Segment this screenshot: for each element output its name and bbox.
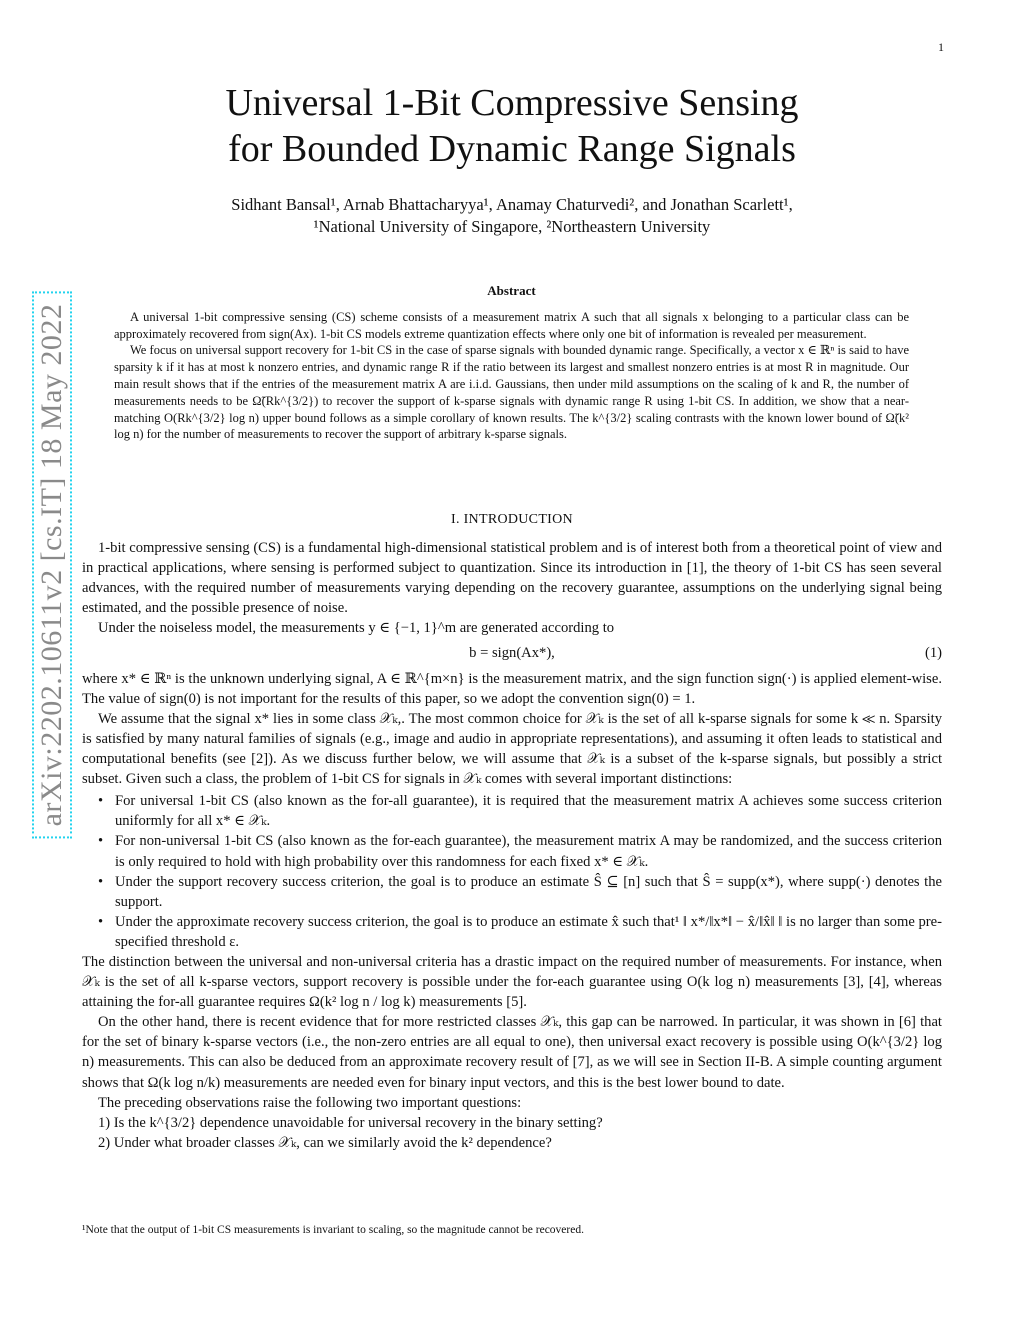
list-item-text: Under the support recovery success criterion, the goal is to produce an estimate Ŝ ⊆ [n] such that Ŝ = supp(x*), where supp(·) denotes the support. (115, 873, 942, 910)
body-paragraph-3: where x* ∈ ℝⁿ is the unknown underlying signal, A ∈ ℝ^{m×n} is the measurement matrix, and the sign function sign(·) is applied element-wise. The value of sign(0) is not important for the results of this paper, so we adopt the convention sign(0) = 1. (82, 670, 942, 707)
question-item: 2) Under what broader classes 𝒳ₖ, can we similarly avoid the k² dependence? (98, 1134, 552, 1151)
body-paragraph-7: The preceding observations raise the following two important questions: (98, 1094, 522, 1111)
author-block (0, 194, 1024, 238)
footnote: ¹Note that the output of 1-bit CS measurements is invariant to scaling, so the magnitude cannot be recovered. (82, 1224, 584, 1236)
questions-list (82, 1113, 942, 1153)
list-item (82, 831, 942, 871)
paper-title (0, 80, 1024, 172)
equation-body: b = sign(Ax*), (469, 644, 555, 661)
arxiv-identifier: arXiv:2202.10611v2 [cs.IT] 18 May 2022 (32, 292, 72, 839)
page-number: 1 (938, 40, 944, 54)
list-item-text: For universal 1-bit CS (also known as the for-all guarantee), it is required that the measurement matrix A achieves some success criterion uniformly for all x* ∈ 𝒳ₖ. (115, 793, 942, 830)
body-paragraph-2: Under the noiseless model, the measurements y ∈ {−1, 1}^m are generated according to (98, 620, 615, 637)
abstract-paragraph-2: We focus on universal support recovery for 1-bit CS in the case of sparse signals with bounded dynamic range. Specifically, a vector x ∈ ℝⁿ is said to have sparsity k if it has at most k nonzero entries, and dynamic range R if the ratio between its largest and smallest nonzero entries is at most R in magnitude. Our main result shows that if the entries of the measurement matrix A are i.i.d. Gaussians, then under mild assumptions on the scaling of k and R, the number of measurements needs to be Ω̃(Rk^{3/2}) to recover the support of k-sparse signals with dynamic range R using 1-bit CS. In addition, we show that a near-matching O(Rk^{3/2} log n) upper bound follows as a simple corollary of known results. The k^{3/2} scaling contrasts with the known lower bound of Ω̃(k² log n) for the number of measurements to recover the support of arbitrary k-sparse signals. (114, 343, 909, 442)
bullet-icon: • (98, 833, 104, 850)
distinctions-list (82, 791, 942, 952)
body-paragraph-5: The distinction between the universal and non-universal criteria has a drastic impact on the required number of measurements. For instance, when 𝒳ₖ is the set of all k-sparse vectors, support recovery is possible under the for-each guarantee using O(k log n) measurements [3], [4], whereas attaining the for-all guarantee requires Ω(k² log n / log k) measurements [5]. (82, 953, 942, 1011)
title-line-1: Universal 1-Bit Compressive Sensing (225, 82, 799, 124)
equation-number: (1) (924, 644, 942, 661)
title-line-2: for Bounded Dynamic Range Signals (228, 128, 796, 170)
list-item-text: For non-universal 1-bit CS (also known as the for-each guarantee), the measurement matrix A may be randomized, and the success criterion is only required to hold with high probability over this randomness for each fixed x* ∈ 𝒳ₖ. (115, 833, 942, 870)
question-item: 1) Is the k^{3/2} dependence unavoidable for universal recovery in the binary setting? (98, 1114, 603, 1131)
author-list: Sidhant Bansal¹, Arnab Bhattacharyya¹, Anamay Chaturvedi², and Jonathan Scarlett¹, (231, 195, 793, 214)
bullet-icon: • (98, 793, 104, 810)
list-item-text: Under the approximate recovery success criterion, the goal is to produce an estimate x̂ such that¹ ‖ x*/‖x*‖ − x̂/‖x̂‖ ‖ is no larger than some pre-specified threshold ε. (115, 913, 942, 950)
bullet-icon: • (98, 873, 104, 890)
list-item (82, 912, 942, 952)
abstract-paragraph-1: A universal 1-bit compressive sensing (CS) scheme consists of a measurement matrix A such that all signals x belonging to a particular class can be approximately recovered from sign(Ax). 1-bit CS models extreme quantization effects where only one bit of information is revealed per measurement. (114, 309, 909, 341)
bullet-icon: • (98, 913, 104, 930)
body-paragraph-6: On the other hand, there is recent evidence that for more restricted classes 𝒳ₖ, this gap can be narrowed. In particular, it was shown in [6] that for the set of binary k-sparse vectors (i.e., the non-zero entries are all equal to one), then universal exact recovery is possible using O(k^{3/2} log n) measurements. This can also be deduced from an approximate recovery result of [7], as we will see in Section II-B. A simple counting argument shows that Ω(k log n/k) measurements are needed even for binary input vectors, and this is the best lower bound to date. (82, 1014, 942, 1091)
list-item (82, 791, 942, 831)
abstract (114, 283, 909, 443)
body-paragraph-4: We assume that the signal x* lies in some class 𝒳ₖ,. The most common choice for 𝒳ₖ is the set of all k-sparse signals for some k ≪ n. Sparsity is satisfied by many natural families of signals (e.g., image and audio in appropriate representations), and assuming it often leads to statistical and computational benefits (see [2]). As we discuss further below, we will assume that 𝒳ₖ is a subset of the k-sparse signals, but possibly a strict subset. Given such a class, the problem of 1-bit CS for signals in 𝒳ₖ comes with several important distinctions: (82, 710, 942, 788)
abstract-heading: Abstract (487, 283, 536, 298)
affiliation-list: ¹National University of Singapore, ²Northeastern University (313, 217, 711, 236)
main-body (82, 510, 942, 1153)
section-heading: I. INTRODUCTION (451, 512, 573, 527)
body-paragraph-1: 1-bit compressive sensing (CS) is a fundamental high-dimensional statistical problem and is of interest both from a theoretical point of view and in practical applications, where sensing is performed subject to quantization. Since its introduction in [1], the theory of 1-bit CS has seen several advances, with the required number of measurements varying depending on the recovery guarantee, assumptions on the underlying signal being estimated, and the possible presence of noise. (82, 540, 942, 617)
list-item (82, 872, 942, 912)
equation-1 (82, 643, 942, 663)
